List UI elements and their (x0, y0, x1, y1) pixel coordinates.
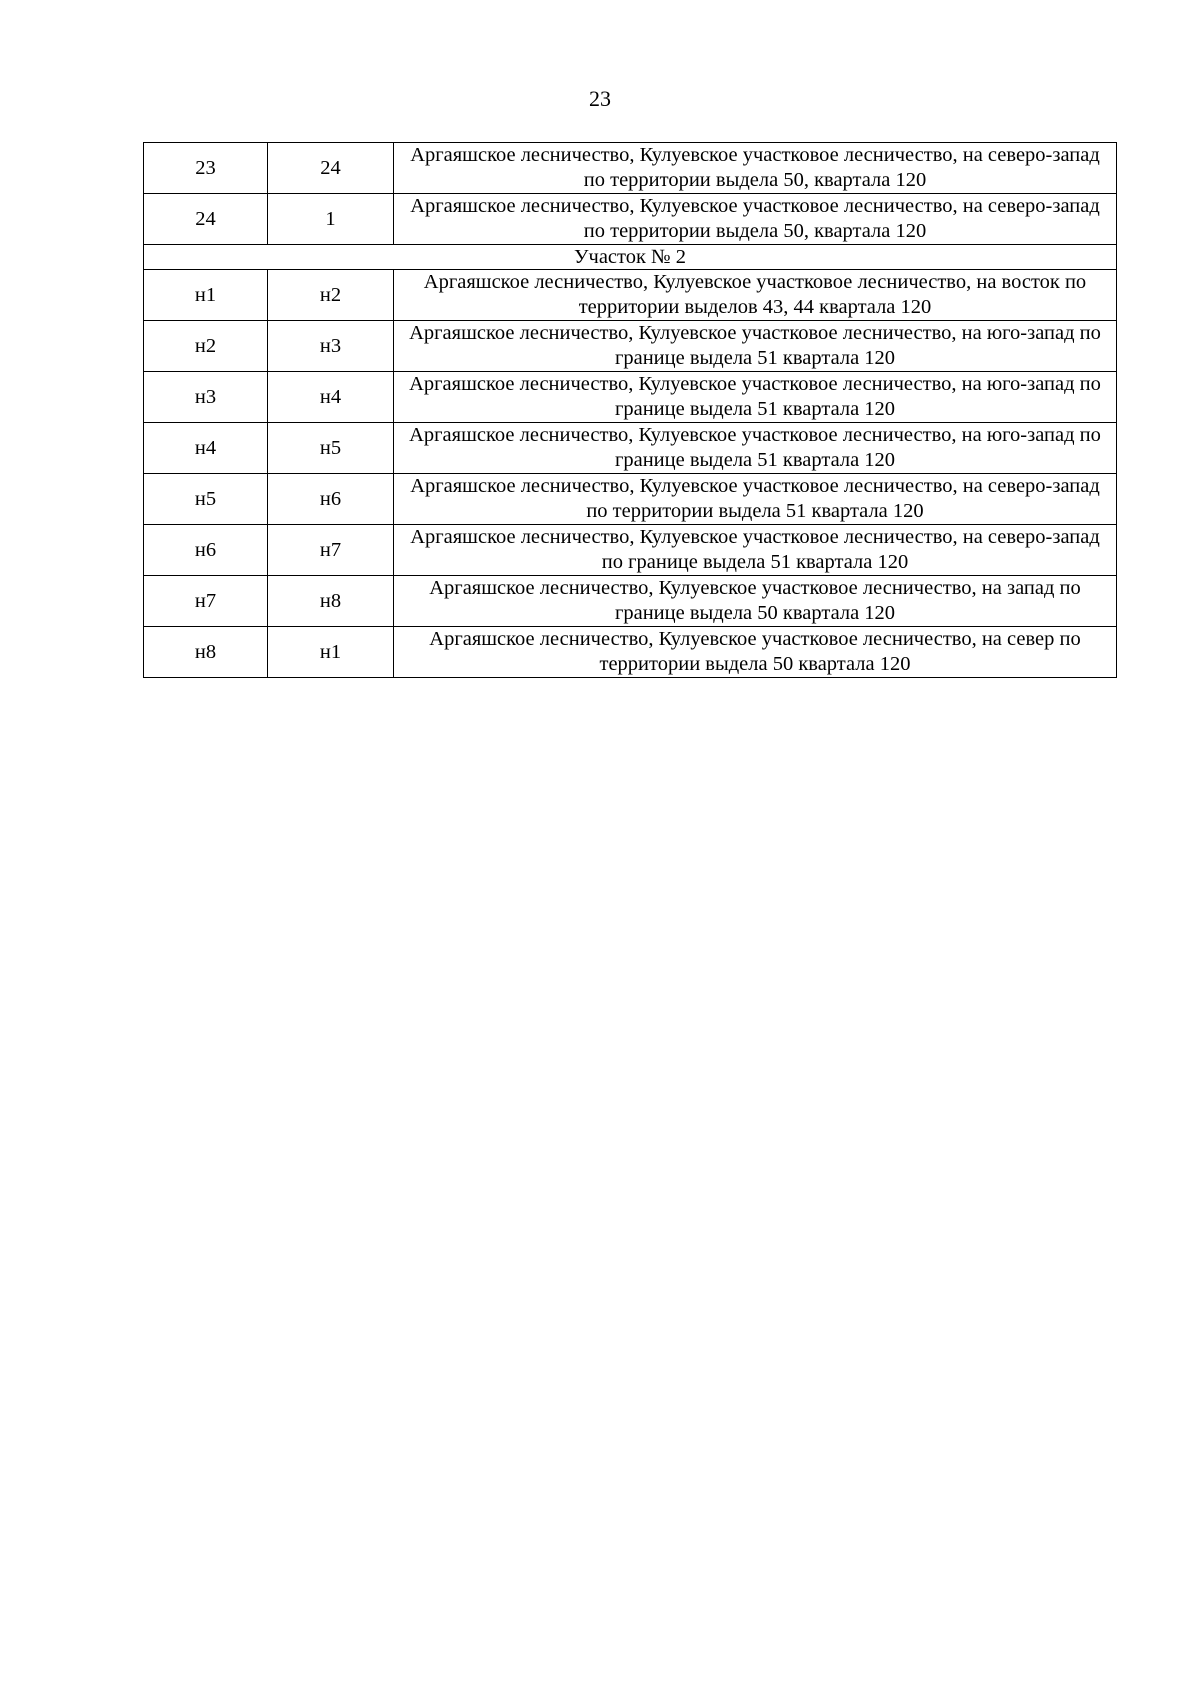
table-row (144, 525, 1117, 576)
point-to-cell: 1 (268, 194, 394, 245)
point-to-cell: н8 (268, 576, 394, 627)
description-cell: Аргаяшское лесничество, Кулуевское участковое лесничество, на северо-запад по территории выдела 50, квартала 120 (394, 194, 1117, 245)
point-to-cell: н7 (268, 525, 394, 576)
page-number: 23 (589, 86, 611, 111)
boundary-table (143, 142, 1117, 678)
description-cell: Аргаяшское лесничество, Кулуевское участковое лесничество, на запад по границе выдела 50 квартала 120 (394, 576, 1117, 627)
description-cell: Аргаяшское лесничество, Кулуевское участковое лесничество, на северо-запад по территории выдела 50, квартала 120 (394, 143, 1117, 194)
table-body (144, 143, 1117, 678)
point-to-cell: н6 (268, 474, 394, 525)
point-from-cell: н6 (144, 525, 268, 576)
point-from-cell: н7 (144, 576, 268, 627)
description-cell: Аргаяшское лесничество, Кулуевское участковое лесничество, на северо-запад по территории выдела 51 квартала 120 (394, 474, 1117, 525)
point-from-cell: н2 (144, 321, 268, 372)
description-cell: Аргаяшское лесничество, Кулуевское участковое лесничество, на восток по территории выделов 43, 44 квартала 120 (394, 270, 1117, 321)
point-to-cell: н3 (268, 321, 394, 372)
point-to-cell: н4 (268, 372, 394, 423)
table-row (144, 270, 1117, 321)
point-to-cell: 24 (268, 143, 394, 194)
table-row (144, 474, 1117, 525)
description-cell: Аргаяшское лесничество, Кулуевское участковое лесничество, на юго-запад по границе выдела 51 квартала 120 (394, 321, 1117, 372)
section-label: Участок № 2 (144, 245, 1117, 270)
table-row (144, 423, 1117, 474)
point-from-cell: 24 (144, 194, 268, 245)
table-row (144, 194, 1117, 245)
point-to-cell: н1 (268, 627, 394, 678)
table-row (144, 321, 1117, 372)
table-row (144, 627, 1117, 678)
description-cell: Аргаяшское лесничество, Кулуевское участковое лесничество, на юго-запад по границе выдела 51 квартала 120 (394, 372, 1117, 423)
table-row (144, 576, 1117, 627)
table-row (144, 372, 1117, 423)
description-cell: Аргаяшское лесничество, Кулуевское участковое лесничество, на северо-запад по границе выдела 51 квартала 120 (394, 525, 1117, 576)
point-to-cell: н5 (268, 423, 394, 474)
description-cell: Аргаяшское лесничество, Кулуевское участковое лесничество, на север по территории выдела 50 квартала 120 (394, 627, 1117, 678)
point-from-cell: н3 (144, 372, 268, 423)
section-header-row (144, 245, 1117, 270)
description-cell: Аргаяшское лесничество, Кулуевское участковое лесничество, на юго-запад по границе выдела 51 квартала 120 (394, 423, 1117, 474)
table-row (144, 143, 1117, 194)
point-from-cell: н1 (144, 270, 268, 321)
point-from-cell: н4 (144, 423, 268, 474)
point-from-cell: 23 (144, 143, 268, 194)
point-from-cell: н5 (144, 474, 268, 525)
point-from-cell: н8 (144, 627, 268, 678)
point-to-cell: н2 (268, 270, 394, 321)
